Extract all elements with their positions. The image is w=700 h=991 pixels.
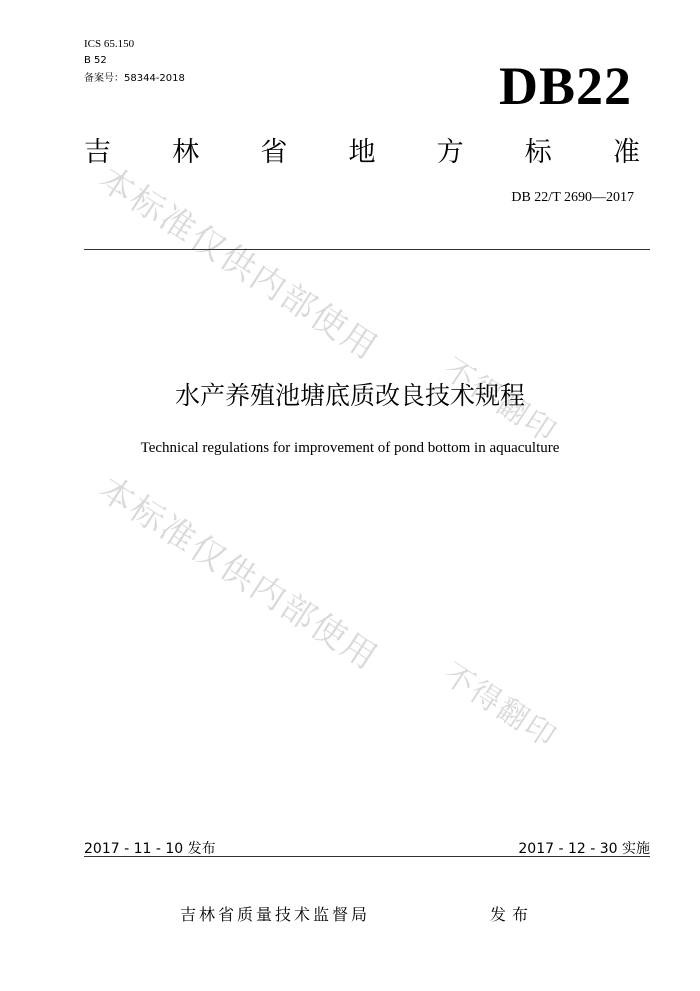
category-char: 标 <box>524 137 552 168</box>
ics-code: ICS 65.150 <box>84 38 135 50</box>
title-english: Technical regulations for improvement of pond bottom in aquaculture <box>140 440 560 456</box>
category-char: 地 <box>348 137 376 168</box>
bottom-divider <box>84 856 650 857</box>
db22-logo: DB22 <box>498 56 632 116</box>
issue-date: 2017 - 11 - 10 发布 <box>84 841 216 857</box>
category-char: 吉 <box>84 137 111 168</box>
category-char: 林 <box>172 137 200 168</box>
implementation-date: 2017 - 12 - 30 实施 <box>518 841 650 857</box>
category-char: 准 <box>612 137 640 168</box>
filing-number: 备案号：58344-2018 <box>84 73 185 84</box>
issuing-authority: 吉林省质量技术监督局 <box>180 905 371 924</box>
standard-number: DB 22/T 2690—2017 <box>511 190 634 205</box>
standard-category <box>84 136 640 170</box>
category-char: 方 <box>436 137 464 168</box>
watermark-no-reprint-2: 不得翻印 <box>436 656 563 756</box>
top-divider <box>84 249 650 250</box>
watermark-no-reprint: 不得翻印 <box>436 351 563 451</box>
category-char: 省 <box>260 137 288 168</box>
title-chinese: 水产养殖池塘底质改良技术规程 <box>174 381 525 410</box>
issue-label: 发布 <box>490 905 535 924</box>
watermark-internal-use: 本标准仅供内部使用 <box>91 158 386 369</box>
clc-code: B 52 <box>84 55 107 66</box>
watermark-internal-use-2: 本标准仅供内部使用 <box>91 468 386 679</box>
